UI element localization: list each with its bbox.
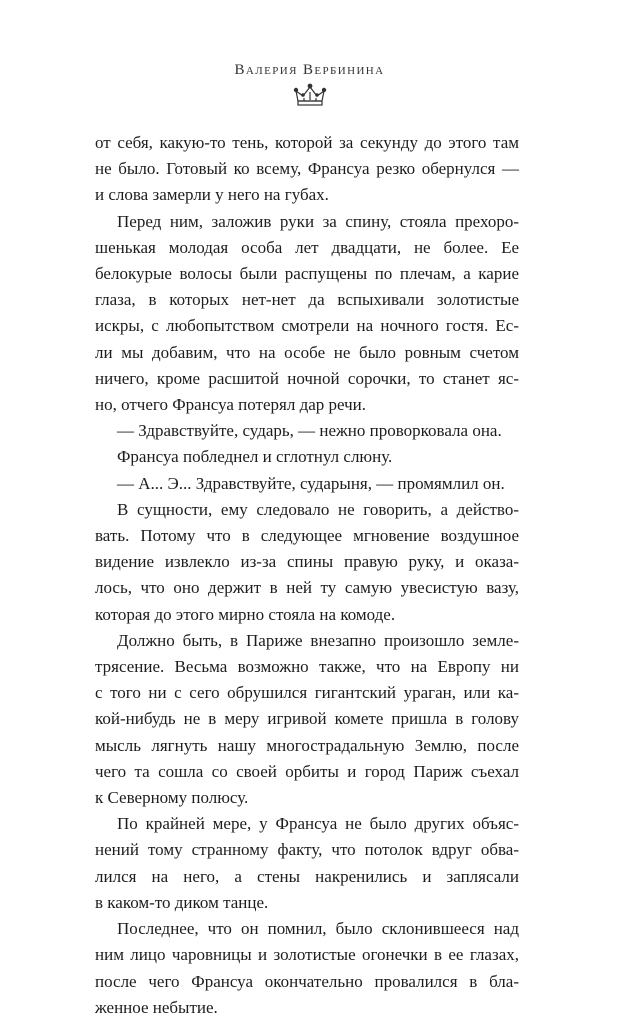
text-line: но, отчего Франсуа потерял дар речи. <box>95 395 367 415</box>
text-line: не было. Готовый ко всему, Франсуа резко обернулся — <box>95 159 519 179</box>
text-line: от себя, какую-то тень, которой за секунду до этого там <box>95 133 519 152</box>
text-line: женное небытие. <box>95 997 218 1017</box>
text-line: нений тому странному факту, что потолок вдруг обва- <box>95 840 519 860</box>
text-line: шенькая молодая особа лет двадцати, не более. Ее <box>95 237 519 257</box>
text-line: — А... Э... Здравствуйте, сударыня, — промямлил он. <box>117 473 505 493</box>
text-line: белокурые волосы были распущены по плечам, а карие <box>95 264 519 284</box>
text-line: глаза, в которых нет-нет да вспыхивали золотистые <box>95 290 519 310</box>
text-line: ли мы добавим, что на особе не было ровным счетом <box>95 342 519 362</box>
text-line: и слова замерли у него на губах. <box>95 185 329 205</box>
text-line: По крайней мере, у Франсуа не было других объяс- <box>117 814 519 834</box>
text-line: кой-нибудь не в меру игривой комете пришла в голову <box>95 709 519 729</box>
text-line: которая до этого мирно стояла на комоде. <box>95 604 396 624</box>
text-line: вать. Потому что в следующее мгновение воздушное <box>95 526 519 546</box>
text-line: с того ни с сего обрушился гигантский ураган, или ка- <box>95 683 519 703</box>
text-line: в каком-то диком танце. <box>95 892 269 912</box>
text-line: В сущности, ему следовало не говорить, а действо- <box>117 499 519 519</box>
text-line: мысль лягнуть нашу многострадальную Землю, после <box>95 735 519 755</box>
text-line: Последнее, что он помнил, было склонившееся над <box>117 919 519 939</box>
text-line: Перед ним, заложив руки за спину, стояла прехоро- <box>117 211 519 231</box>
crown-icon <box>293 83 327 109</box>
text-line: ним лицо чаровницы и золотистые огонечки в ее глазах, <box>95 945 519 965</box>
text-line: — Здравствуйте, сударь, — нежно проворковала она. <box>117 421 502 441</box>
text-line: к Северному полюсу. <box>95 788 249 808</box>
text-line: лился на него, а стены накренились и заплясали <box>95 866 519 886</box>
text-line: Франсуа побледнел и сглотнул слюну. <box>117 447 393 467</box>
running-header <box>0 62 619 109</box>
body-text <box>95 130 519 1021</box>
author-name: Валерия Вербинина <box>234 62 385 78</box>
text-line: видение извлекло из-за спины правую руку, и оказа- <box>95 552 519 572</box>
text-line: ничего, кроме расшитой ночной сорочки, то станет яс- <box>95 368 519 388</box>
text-line: искры, с любопытством смотрели на ночного гостя. Ес- <box>95 316 519 336</box>
text-line: после чего Франсуа окончательно провалился в бла- <box>95 971 519 991</box>
text-line: Должно быть, в Париже внезапно произошло земле- <box>117 630 519 650</box>
text-line: трясение. Весьма возможно также, что на Европу ни <box>95 657 519 677</box>
text-line: лось, что оно держит в ней ту самую увесистую вазу, <box>95 578 519 598</box>
text-line: чего та сошла со своей орбиты и город Париж съехал <box>95 761 519 781</box>
